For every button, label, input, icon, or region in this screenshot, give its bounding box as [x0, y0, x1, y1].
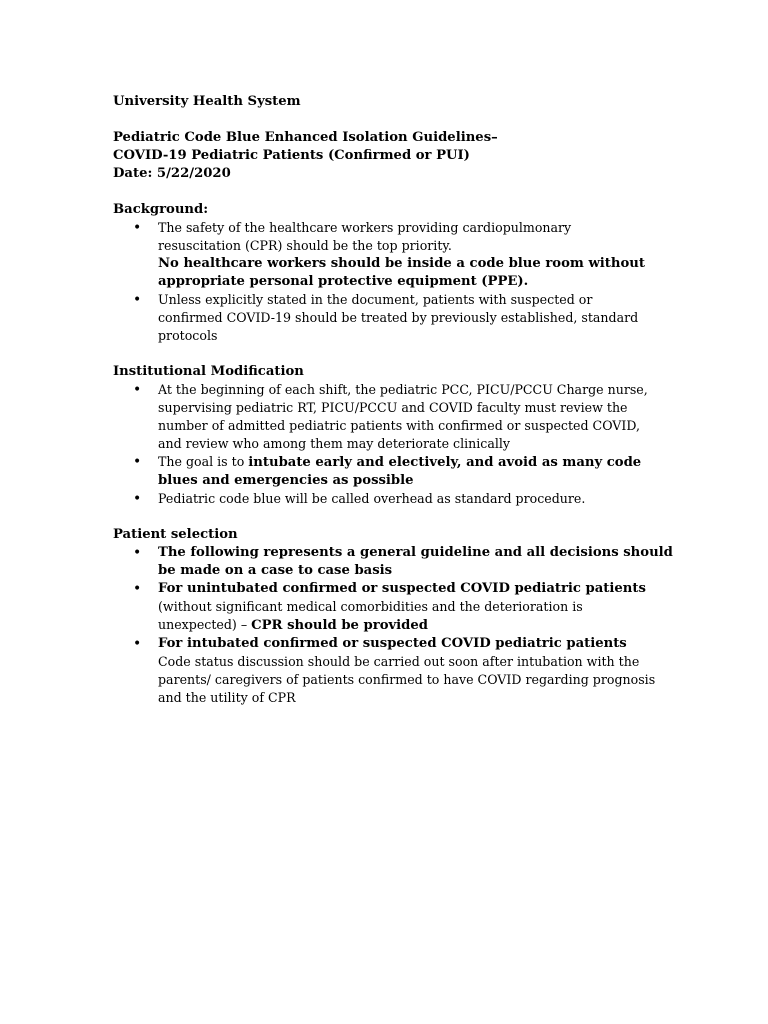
section-patient-selection: [113, 526, 673, 707]
bullet-icon: •: [133, 292, 142, 308]
text-line: confirmed COVID-19 should be treated by previously established, standard: [158, 310, 639, 325]
title-line-2: COVID-19 Pediatric Patients (Confirmed or PUI): [113, 148, 470, 163]
text-line: [158, 616, 673, 635]
bullet-icon: •: [133, 382, 142, 398]
section-institutional-modification: [113, 363, 673, 508]
text-line: Pediatric code blue will be called overhead as standard procedure.: [158, 491, 586, 506]
text-emphasis: CPR should be provided: [251, 618, 428, 633]
list-item: [113, 453, 673, 490]
section-background: [113, 201, 673, 345]
text-line: At the beginning of each shift, the pediatric PCC, PICU/PCCU Charge nurse,: [158, 382, 648, 397]
text-line: [158, 453, 673, 472]
text-line: resuscitation (CPR) should be the top priority.: [158, 238, 452, 253]
text-line-bold: No healthcare workers should be inside a code blue room without: [158, 256, 645, 271]
institutional-list: [113, 381, 673, 508]
text-prefix: The goal is to: [158, 454, 249, 469]
bullet-icon: •: [133, 636, 142, 652]
text-line: The safety of the healthcare workers providing cardiopulmonary: [158, 220, 572, 235]
text-line: Unless explicitly stated in the document, patients with suspected or: [158, 292, 593, 307]
text-line-bold: blues and emergencies as possible: [158, 473, 414, 488]
list-item: [113, 490, 673, 508]
section-heading-background: Background:: [113, 202, 209, 217]
text-line: supervising pediatric RT, PICU/PCCU and COVID faculty must review the: [158, 400, 628, 415]
text-line: Code status discussion should be carried out soon after intubation with the: [158, 654, 640, 669]
text-line-bold: For unintubated confirmed or suspected COVID pediatric patients: [158, 581, 646, 596]
text-line: and review who among them may deteriorate clinically: [158, 436, 511, 451]
section-heading-institutional: Institutional Modification: [113, 364, 304, 379]
section-heading-patient-selection: Patient selection: [113, 527, 238, 542]
document-page: [113, 93, 673, 707]
document-date: Date: 5/22/2020: [113, 166, 231, 181]
list-item: [113, 381, 673, 453]
bullet-icon: •: [133, 581, 142, 597]
text-line: number of admitted pediatric patients with confirmed or suspected COVID,: [158, 418, 641, 433]
bullet-icon: •: [133, 491, 142, 507]
text-line: (without significant medical comorbidities and the deterioration is: [158, 599, 583, 614]
text-line-bold: appropriate personal protective equipment (PPE).: [158, 274, 529, 289]
text-line: and the utility of CPR: [158, 690, 296, 705]
document-title: [113, 129, 673, 183]
background-list: [113, 219, 673, 345]
text-line: protocols: [158, 328, 218, 343]
patient-selection-list: [113, 544, 673, 707]
title-line-1: Pediatric Code Blue Enhanced Isolation Guidelines–: [113, 130, 498, 145]
list-item: [113, 635, 673, 707]
organization-name: University Health System: [113, 94, 301, 109]
list-item: [113, 291, 673, 345]
list-item: [113, 219, 673, 291]
text-prefix: unexpected) –: [158, 617, 252, 632]
text-line: parents/ caregivers of patients confirmed to have COVID regarding prognosis: [158, 672, 656, 687]
list-item: [113, 580, 673, 635]
list-item: [113, 544, 673, 580]
text-line-bold: For intubated confirmed or suspected COVID pediatric patients: [158, 636, 627, 651]
bullet-icon: •: [133, 220, 142, 236]
text-line-bold: The following represents a general guideline and all decisions should: [158, 545, 673, 560]
text-line-bold: be made on a case to case basis: [158, 563, 393, 578]
text-emphasis: intubate early and electively, and avoid as many code: [248, 455, 642, 470]
bullet-icon: •: [133, 454, 142, 470]
bullet-icon: •: [133, 545, 142, 561]
